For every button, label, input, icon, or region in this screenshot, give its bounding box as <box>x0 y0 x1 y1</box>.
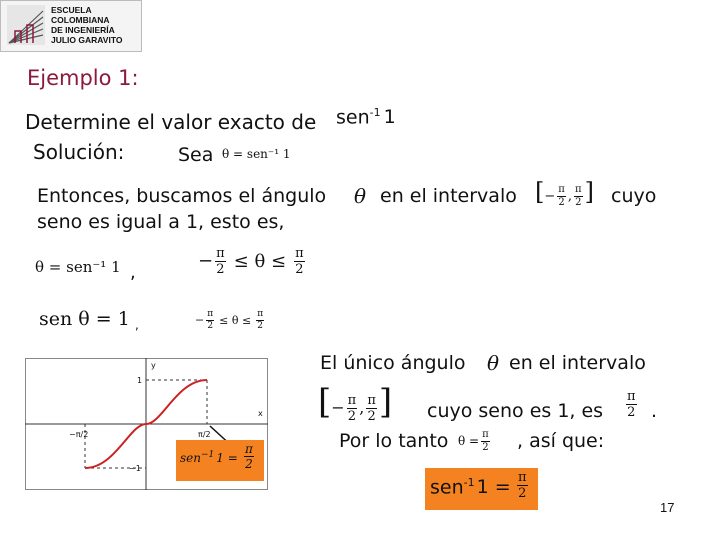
inequality: ≤ θ ≤ <box>233 250 287 272</box>
y-tick-top: 1 <box>137 376 143 385</box>
interval-1: [− $\frac{\pi}{2}$ , $\frac{\pi}{2}$ ] <box>535 178 594 208</box>
right-line3-b: , así que: <box>517 430 605 452</box>
x-tick-right: π/2 <box>198 430 211 439</box>
two: 2 <box>216 262 225 277</box>
line1-a: Entonces, buscamos el ángulo <box>37 185 327 207</box>
page-number: 17 <box>660 500 675 515</box>
eq2-comma: , <box>135 318 139 332</box>
callout-base: sen <box>180 451 201 465</box>
pi: π <box>257 309 264 319</box>
solution-label: Solución: <box>33 140 125 164</box>
callout-expression <box>180 450 238 465</box>
y-tick-bottom: −1 <box>129 464 141 473</box>
eq1-left: θ = sen⁻¹ 1 <box>35 258 121 276</box>
prompt-expression <box>336 106 396 128</box>
period: . <box>651 400 658 422</box>
logo-line: ESCUELA <box>51 5 92 15</box>
eq1-comma: , <box>130 262 136 283</box>
two: 2 <box>518 486 527 501</box>
pi: π <box>207 309 214 319</box>
logo-line: COLOMBIANA <box>51 15 110 25</box>
pi: π <box>518 470 527 485</box>
prompt-text: Determine el valor exacto de <box>25 110 317 134</box>
result-expression <box>430 476 511 498</box>
pi: π <box>216 246 225 261</box>
minus-sign: − <box>544 189 556 204</box>
right-line3-expr <box>458 430 492 453</box>
eq2-right <box>195 310 266 331</box>
result-arg: 1 = <box>476 476 511 499</box>
two: 2 <box>482 442 489 453</box>
callout-fraction <box>242 443 256 470</box>
pi: π <box>575 184 582 195</box>
callout-sup: −1 <box>201 450 215 460</box>
result-fraction <box>515 471 530 500</box>
two: 2 <box>367 409 376 424</box>
inequality: ≤ θ ≤ <box>219 313 252 327</box>
two: 2 <box>207 321 214 331</box>
sea-label: Sea <box>178 144 214 166</box>
answer-fraction <box>624 390 639 419</box>
eq2-left: sen θ = 1 <box>39 308 130 330</box>
minus-sign: − <box>198 250 214 272</box>
logo-text <box>51 5 122 45</box>
two: 2 <box>347 409 357 424</box>
right-line1-b: en el intervalo <box>509 352 646 374</box>
minus-sign: − <box>331 398 345 417</box>
line1-b: en el intervalo <box>380 185 517 207</box>
logo-emblem-icon <box>7 5 45 45</box>
sea-expression: θ = sen⁻¹ 1 <box>222 147 291 161</box>
pi: π <box>347 393 357 408</box>
y-label: y <box>151 361 156 370</box>
slide-title: Ejemplo 1: <box>27 66 139 90</box>
theta-symbol-2: θ <box>487 351 500 375</box>
two: 2 <box>245 457 253 471</box>
minus-sign: − <box>195 313 205 327</box>
institution-logo <box>0 0 142 52</box>
graph-callout <box>176 440 264 481</box>
logo-line: JULIO GARAVITO <box>51 35 123 45</box>
right-line2-a: cuyo seno es 1, es <box>427 400 604 422</box>
prompt-expr-arg: 1 <box>383 106 396 129</box>
two: 2 <box>575 197 582 208</box>
two: 2 <box>257 321 264 331</box>
pi: π <box>558 184 565 195</box>
x-tick-left: −π/2 <box>69 430 89 439</box>
line1-c: cuyo <box>611 185 657 207</box>
callout-mid: 1 = <box>216 451 238 465</box>
result-base: sen <box>430 476 464 499</box>
right-line3-a: Por lo tanto <box>339 430 449 452</box>
logo-line: DE INGENIERÍA <box>51 25 115 35</box>
two: 2 <box>627 405 636 420</box>
result-sup: -1 <box>463 476 475 489</box>
right-line1-a: El único ángulo <box>320 352 466 374</box>
theta-symbol: θ <box>354 184 367 208</box>
pi: π <box>245 442 253 456</box>
result-box <box>425 468 538 510</box>
pi: π <box>627 389 636 404</box>
comma: , <box>567 189 572 204</box>
two: 2 <box>295 262 304 277</box>
prompt-expr-base: sen <box>336 106 370 129</box>
interval-2: [− $\frac{\pi}{2}$ , $\frac{\pi}{2}$ ] <box>318 382 393 424</box>
x-label: x <box>258 409 263 418</box>
pi: π <box>295 246 304 261</box>
pi: π <box>482 429 489 440</box>
eq1-right <box>198 247 307 276</box>
two: 2 <box>558 197 565 208</box>
theta-equals: θ = <box>458 434 480 448</box>
line2: seno es igual a 1, esto es, <box>37 211 285 233</box>
prompt-expr-sup: -1 <box>369 106 381 119</box>
pi: π <box>367 393 376 408</box>
comma: , <box>359 398 365 417</box>
